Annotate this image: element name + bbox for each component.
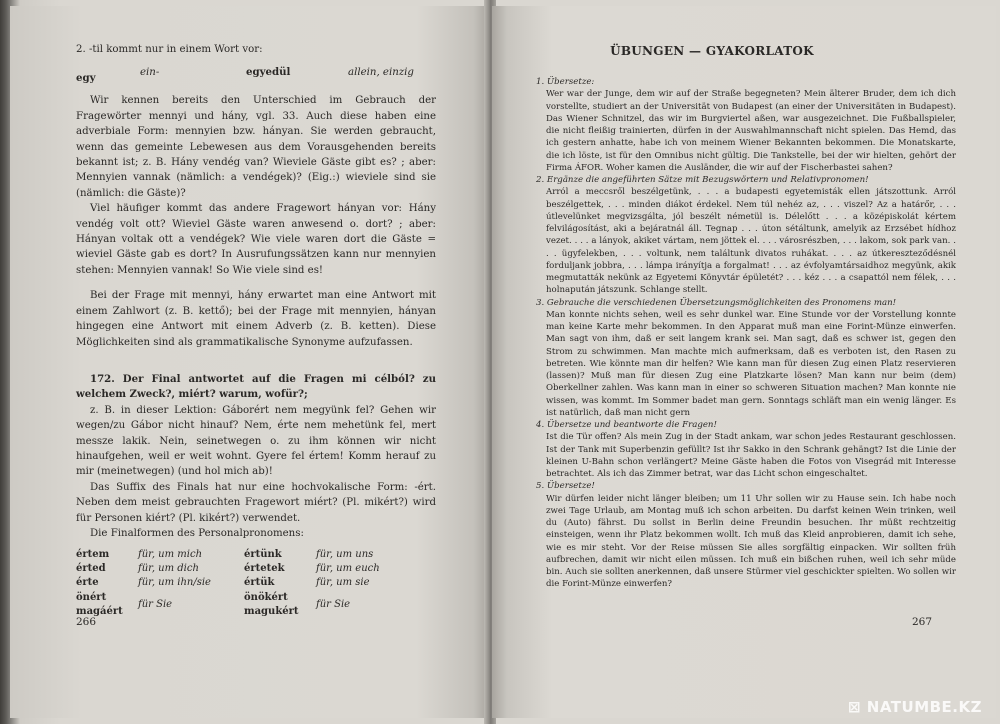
form-de: für, um sie <box>316 577 370 589</box>
form-de: für Sie <box>138 599 173 611</box>
exercise-4 <box>536 419 956 480</box>
page-number-right: 267 <box>912 616 933 628</box>
word-egyedul: egyedül <box>246 66 291 79</box>
word-ein: ein- <box>140 67 160 79</box>
exercise-heading: 1. Übersetze: <box>536 77 595 87</box>
watermark-logo-icon: ⊠ <box>847 698 867 716</box>
exercise-body: Wir dürfen leider nicht länger bleiben; um 11 Uhr sollen wir zu Hause sein. Ich habe noch zwei Tage Urlaub, am Montag muß ich schon arbeiten. Du darfst keinen Wein trinken, weil du (Auto) fährst. Du sollst in Berlin deine Freundin besuchen. Ihr müßt rechtzeitig einsteigen, wenn ihr Platz bekommen wollt. Ich muß das Kleid anprobieren, damit ich sehe, wie es mir steht. Vor der Reise müssen Sie alles sorgfältig einpacken. Wir sollten früh aufbrechen, damit wir nicht eilen müssen. Ich muß ein bißchen ruhen, weil ich sehr müde bin. Auch sie sollten anerkennen, daß unsere Stürmer viel geschickter spielten. Wo sollen wir die Forint-Münze einwerfen? <box>546 493 956 590</box>
exercise-body: Arról a meccsről beszélgetünk, . . . a budapesti egyetemisták ellen játszottunk. Arról beszélgettek, . . . minden diákot érdekel. Nem túl nehéz az, . . . viszel? Az a határőr, . . . útlevelünket megvizsgálta, jól beszélt németül is. Délelőtt . . . a középiskolát kértem felvilágosítást, aki a bejáratnál áll. Tegnap . . . úton sétáltunk, amelyik az Erzsébet hídhoz vezet. . . . a lányok, akiket vártam, nem jöttek el. . . . városrészben, . . . lakom, sok park van. . . . ügyfelekben, . . . voltunk, nem találtunk divatos ruhákat. . . . az útkereszteződésnél fordulјank jobbra, . . . lámpa irányítja a forgalmat! . . . az évfolyamtársaidhoz megyünk, akik megmutatták nekünk az Egyetemi Könyvtár épületét? . . . kéz . . . a csapattól nem félek, . . . holnapután játszunk. Schlange stellt. <box>546 187 956 296</box>
watermark <box>848 698 982 716</box>
paragraph-final-172: 172. Der Final antwortet auf die Fragen mi célból? zu welchem Zweck?, miért? warum, wofür?; <box>76 372 436 401</box>
form-de: für, um ihn/sie <box>138 577 211 589</box>
form-hu: érted <box>76 563 106 575</box>
exercise-body: Ist die Tür offen? Als mein Zug in der Stadt ankam, war schon jedes Restaurant geschlossen. Ist der Tank mit Superbenzin gefüllt? Ist ihr Sakko in den Schrank gehängt? Ist die Linie der kleinen U-Bahn schon verlängert? Meine Gäste haben die Fotos von Visegrád mit Interesse betrachtet. Als ich das Zimmer betrat, war das Licht schon eingeschaltet. <box>546 432 956 479</box>
paragraph-synonyms: Bei der Frage mit mennyi, hány erwartet man eine Antwort mit einem Zahlwort (z. B. kettő); bei der Frage mit mennyien, hányan hingegen eine Antwort mit einem Adverb (z. B. ketten). Diese Möglichkeiten sind als grammatikalische Synonyme aufzufassen. <box>76 290 436 348</box>
exercise-2 <box>536 174 956 297</box>
paragraph-finalformen: Die Finalformen des Personalpronomens: <box>90 527 304 539</box>
form-hu: értünk <box>244 549 282 561</box>
paragraph-hanyan: Viel häufiger kommt das andere Fragewort hányan vor: Hány vendég volt ott? Wieviel Gäste waren anwesend o. dort? ; aber: Hányan voltak ott a vendégek? Wie viele waren dort die Gäste = wieviel Gäste gab es dort? In Ausrufungssätzen kann nur mennyien stehen: Mennyien vannak! So Wie viele sind es! <box>76 203 436 276</box>
exercise-1 <box>536 76 956 174</box>
form-hu: érte <box>76 577 99 589</box>
form-hu: értetek <box>244 563 285 575</box>
exercises-column <box>536 76 956 591</box>
egy-example-row <box>76 57 436 83</box>
exercise-heading: 3. Gebrauche die verschiedenen Übersetzungsmöglichkeiten des Pronomens man! <box>536 297 897 308</box>
word-allein: allein, einzig <box>348 67 414 79</box>
left-text-column <box>76 42 436 627</box>
left-page <box>10 6 488 718</box>
form-hu: önökért magukért <box>244 592 299 618</box>
form-de: für, um mich <box>138 549 203 561</box>
form-de: für Sie <box>316 599 351 611</box>
right-page <box>492 6 996 718</box>
paragraph-mennyi: Wir kennen bereits den Unterschied im Gebrauch der Fragewörter mennyi und hány, vgl. 33. Auch diese haben eine adverbiale Form: mennyien bzw. hányan. Sie werden gebraucht, wenn das gemeinte Lebewesen aus dem Vorausgehenden bereits bekannt ist; z. B. Hány vendég van? Wieviele Gäste gibt es? ; aber: Mennyien vannak (nämlich: a vendégek)? (Eig.:) wieviele sind sie (nämlich: die Gäste)? <box>76 95 436 199</box>
form-de: für, um euch <box>316 563 380 575</box>
word-egy: egy <box>76 72 96 85</box>
form-de: für, um uns <box>316 549 374 561</box>
page-number-left: 266 <box>76 616 97 628</box>
form-hu: önért magáért <box>76 592 123 618</box>
form-de: für, um dich <box>138 563 199 575</box>
form-hu: értem <box>76 549 110 561</box>
paragraph-suffix: Das Suffix des Finals hat nur eine hochvokalische Form: -ért. Neben dem meist gebrauchten Fragewort miért? (Pl. mikért?) wird für Personen kiért? (Pl. kikért?) verwendet. <box>76 481 436 524</box>
exercise-body: Wer war der Junge, dem wir auf der Straße begegneten? Mein älterer Bruder, dem ich dich vorstellte, studiert an der Universität von Budapest (an einer der Universitäten in Budapest). Das Wiener Schnitzel, das wir im Burgviertel aßen, war ausgezeichnet. Die Fußballspieler, die nicht fleißig trainierten, dürfen in der Auswahlmannschaft nicht spielen. Das Hemd, das ich gestern anhatte, habe ich von meinem Wiener Bekannten bekommen. Die Monatskarte, die ich löste, ist für den Omnibus nicht gültig. Die Tankstelle, bei der wir hielten, gehört der Firma ÁFOR. Woher kamen die Ausländer, die wir auf der Fischerbastei sahen? <box>546 89 956 173</box>
final-forms-table <box>76 547 436 627</box>
paragraph-example: z. B. in dieser Lektion: Gáborért nem megyünk fel? Gehen wir wegen/zu Gábor nicht hinauf? Nem, érte nem mehetünk fel, mert messze lakik. Nein, seinetwegen o. zu ihm können wir nicht hinaufgehen, weil er weit wohnt. Gyere fel értem! Komm herauf zu mir (meinetwegen) (und hol mich ab)! <box>76 404 436 478</box>
form-hu: értük <box>244 577 275 589</box>
exercise-5 <box>536 480 956 590</box>
watermark-text: NATUMBE.KZ <box>866 698 982 716</box>
exercise-heading: 2. Ergänze die angeführten Sätze mit Bezugswörtern und Relativpronomen! <box>536 175 869 185</box>
exercise-3 <box>536 297 956 420</box>
exercise-heading: 5. Übersetze! <box>536 481 595 492</box>
exercise-heading: 4. Übersetze und beantworte die Fragen! <box>536 420 717 430</box>
paragraph-til: 2. -til kommt nur in einem Wort vor: <box>76 44 263 55</box>
exercise-body: Man konnte nichts sehen, weil es sehr dunkel war. Eine Stunde vor der Vorstellung konnte man keine Karte mehr bekommen. In den Apparat muß man eine Forint-Münze einwerfen. Man sagt von ihm, daß er seit langem krank sei. Man sagt, daß es schwer ist, gegen den Strom zu schwimmen. Man machte mich aufmerksam, daß es verboten ist, den Rasen zu betreten. Wie könnte man dir helfen? Wie kann man für diesen Zug einen Platz reservieren (lassen)? Muß man für diesen Zug eine Platzkarte lösen? Man kann nur beim (dem) Oberkellner zahlen. Was kann man in einer so schweren Situation machen? Man konnte nie wissen, was kommt. Im Sommer badet man gern. Sonntags schläft man ein wenig länger. Es ist natürlich, daß man nicht gern <box>546 309 956 418</box>
exercises-title: ÜBUNGEN — GYAKORLATOK <box>610 44 814 58</box>
